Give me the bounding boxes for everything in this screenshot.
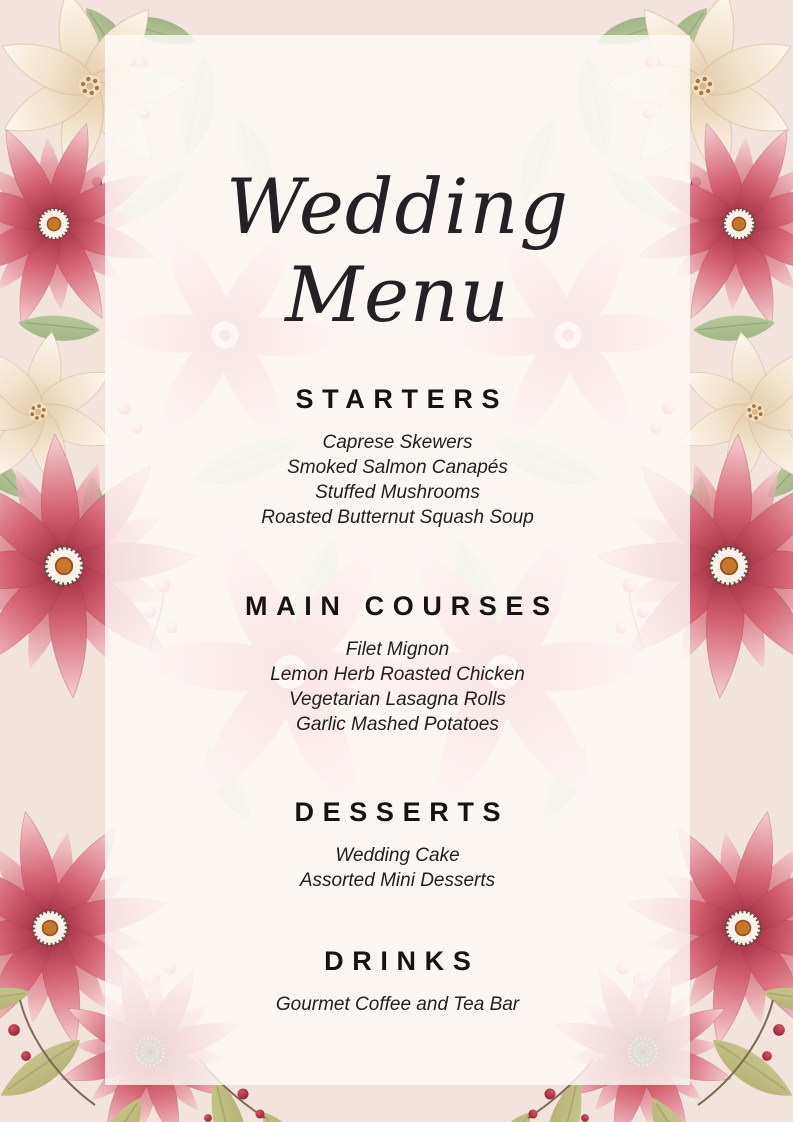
section-desserts-items: [105, 843, 690, 893]
section-starters-items: [105, 430, 690, 530]
section-drinks-heading: DRINKS: [324, 946, 480, 976]
menu-title: [105, 163, 690, 339]
section-starters-heading: STARTERS: [295, 384, 509, 414]
menu-title-line2: Menu: [285, 250, 510, 339]
section-starters: [105, 384, 690, 530]
section-desserts-heading: DESSERTS: [294, 797, 510, 827]
menu-item: Smoked Salmon Canapés: [287, 457, 508, 478]
menu-title-line1: Wedding: [225, 162, 570, 251]
menu-content: [105, 35, 690, 1085]
section-drinks: [105, 946, 690, 1017]
menu-item: Lemon Herb Roasted Chicken: [270, 664, 525, 685]
section-desserts: [105, 797, 690, 893]
menu-item: Garlic Mashed Potatoes: [296, 714, 499, 735]
section-main-courses: [105, 591, 690, 737]
section-main-courses-heading: MAIN COURSES: [244, 591, 559, 621]
section-drinks-items: [105, 992, 690, 1017]
menu-item: Wedding Cake: [335, 845, 460, 866]
menu-item: Assorted Mini Desserts: [299, 870, 496, 891]
menu-item: Roasted Butternut Squash Soup: [261, 507, 534, 528]
menu-item: Stuffed Mushrooms: [315, 482, 480, 503]
menu-item: Caprese Skewers: [322, 432, 473, 453]
section-main-courses-items: [105, 637, 690, 737]
menu-item: Filet Mignon: [345, 639, 450, 660]
menu-item: Vegetarian Lasagna Rolls: [289, 689, 506, 710]
menu-item: Gourmet Coffee and Tea Bar: [275, 994, 520, 1015]
